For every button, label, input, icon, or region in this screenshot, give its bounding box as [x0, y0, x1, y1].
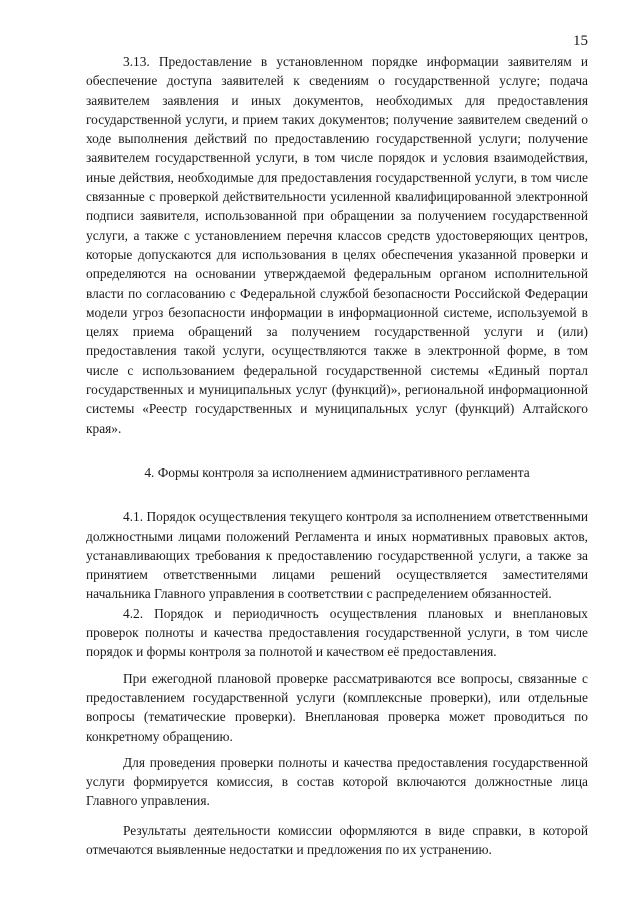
document-body — [86, 52, 588, 859]
paragraph-annual-inspection: При ежегодной плановой проверке рассматриваются все вопросы, связанные с предоставлением государственной услуги (комплексные проверки), или отдельные вопросы (тематические проверки). Внеплановая проверка может проводиться по конкретному обращению. — [86, 670, 588, 744]
paragraph-commission: Для проведения проверки полноты и качества предоставления государственной услуги формируется комиссия, в состав которой включаются должностные лица Главного управления. — [86, 754, 588, 809]
paragraph-3-13: 3.13. Предоставление в установленном порядке информации заявителям и обеспечение доступа заявителей к сведениям о государственной услуге; подача заявителем заявления и иных документов, необходимых для предоставления государственной услуги, и прием таких документов; получение заявителем сведений о ходе выполнения действий по предоставлению государственной услуги; получение заявителем государственной услуги, в том числе порядок и условия взаимодействия, иные действия, необходимые для предоставления государственной услуги, в том числе связанные с проверкой действительности усиленной квалифицированной электронной подписи заявителя, использованной при обращении за получением государственной услуги, а также с установлением перечня классов средств удостоверяющих центров, которые допускаются для использования в целях обеспечения указанной проверки и определяются на основании утверждаемой федеральным органом исполнительной власти по согласованию с Федеральной службой безопасности Российской Федерации модели угроз безопасности информации в информационной системе, используемой в целях приема обращений за получением государственной услуги и (или) предоставления такой услуги, осуществляются также в электронной форме, в том числе с использованием федеральной государственной системы «Единый портал государственных и муниципальных услуг (функций)», региональной информационной системы «Реестр государственных и муниципальных услуг (функций) Алтайского края». — [86, 54, 588, 436]
page-number: 15 — [573, 33, 588, 49]
section-heading-4: 4. Формы контроля за исполнением административного регламента — [144, 464, 530, 480]
paragraph-4-2: 4.2. Порядок и периодичность осуществления плановых и внеплановых проверок полноты и качества предоставления государственной услуги, в том числе порядок и формы контроля за полнотой и качеством её предоставления. — [86, 605, 588, 660]
paragraph-commission-results: Результаты деятельности комиссии оформляются в виде справки, в которой отмечаются выявленные недостатки и предложения по их устранению. — [86, 822, 588, 857]
paragraph-4-1: 4.1. Порядок осуществления текущего контроля за исполнением ответственными должностными лицами положений Регламента и иных нормативных правовых актов, устанавливающих требования к предоставлению государственной услуги, а также за принятием ответственными лицами решений осуществляется заместителями начальника Главного управления в соответствии с распределением обязанностей. — [86, 509, 588, 602]
